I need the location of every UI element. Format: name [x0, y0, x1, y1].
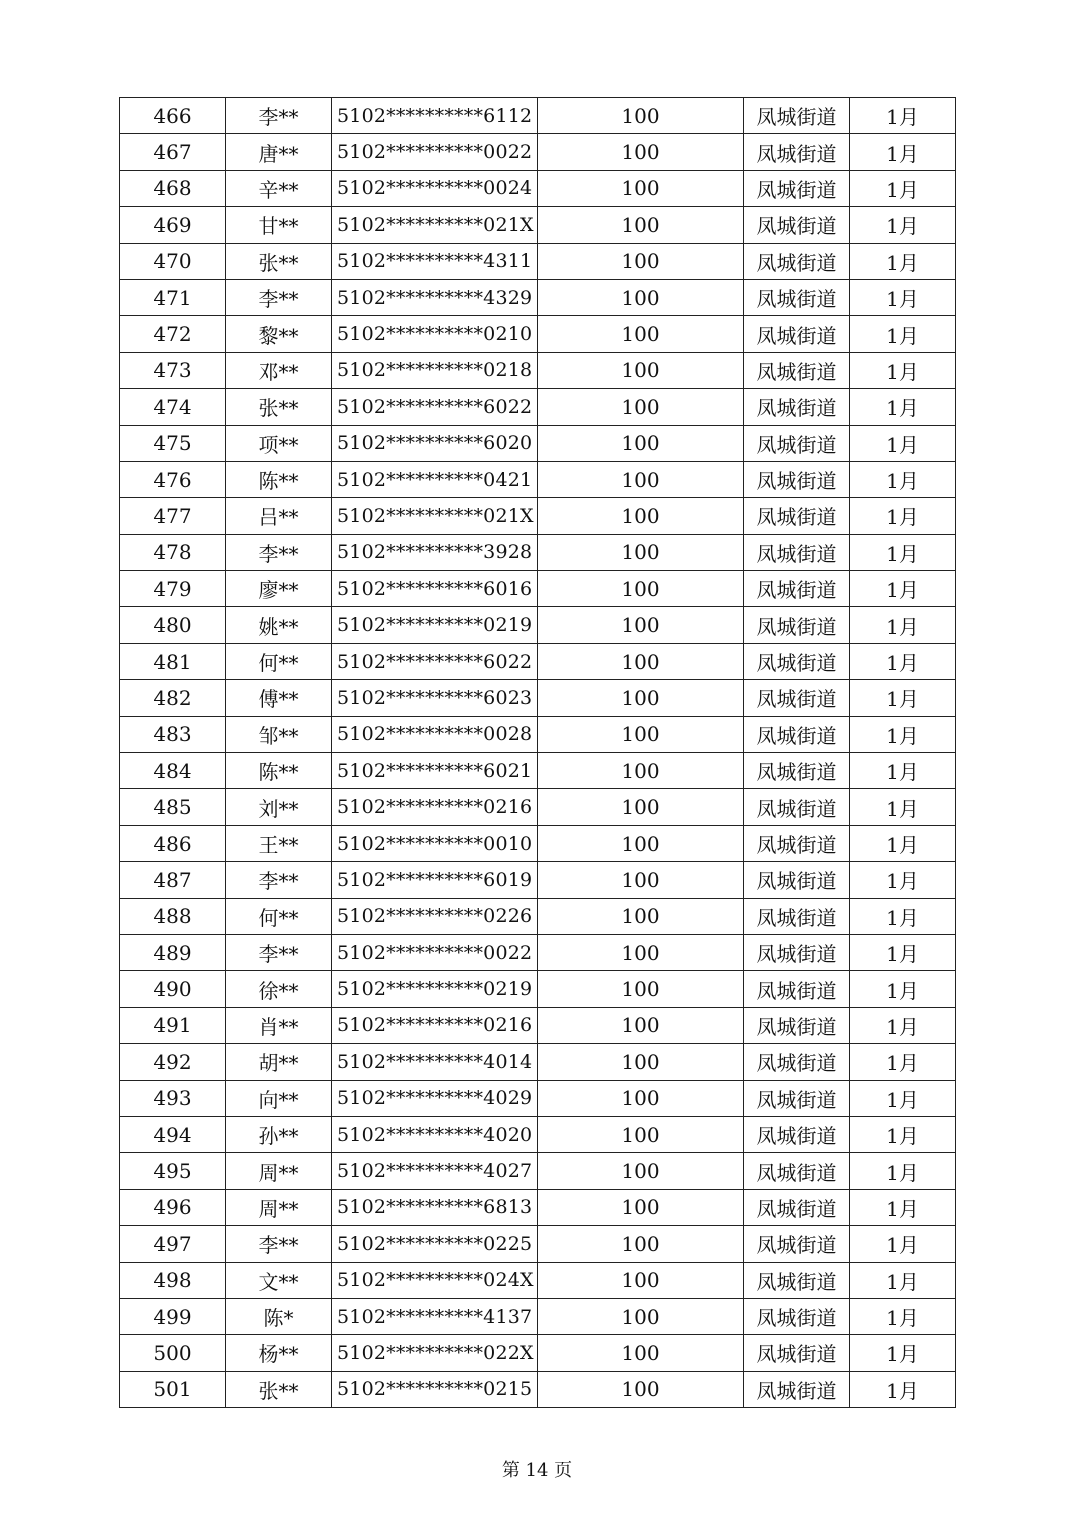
- street-cell: 凤城街道: [744, 862, 850, 898]
- street-cell: 凤城街道: [744, 170, 850, 206]
- street-cell: 凤城街道: [744, 1189, 850, 1225]
- row-number-cell: 486: [120, 825, 226, 861]
- row-number-cell: 474: [120, 389, 226, 425]
- table-row: [120, 898, 956, 934]
- month-cell: 1月: [850, 1335, 956, 1371]
- name-cell: 陈**: [226, 753, 332, 789]
- name-cell: 何**: [226, 898, 332, 934]
- id-number-cell: 5102**********021X: [332, 498, 538, 534]
- street-cell: 凤城街道: [744, 425, 850, 461]
- id-number-cell: 5102**********3928: [332, 534, 538, 570]
- row-number-cell: 491: [120, 1007, 226, 1043]
- table-row: [120, 134, 956, 170]
- table-row: [120, 352, 956, 388]
- month-cell: 1月: [850, 1371, 956, 1407]
- table-row: [120, 825, 956, 861]
- month-cell: 1月: [850, 134, 956, 170]
- street-cell: 凤城街道: [744, 1226, 850, 1262]
- id-number-cell: 5102**********4014: [332, 1044, 538, 1080]
- street-cell: 凤城街道: [744, 98, 850, 134]
- row-number-cell: 489: [120, 934, 226, 970]
- table-row: [120, 934, 956, 970]
- id-number-cell: 5102**********0022: [332, 934, 538, 970]
- row-number-cell: 493: [120, 1080, 226, 1116]
- name-cell: 姚**: [226, 607, 332, 643]
- month-cell: 1月: [850, 498, 956, 534]
- name-cell: 文**: [226, 1262, 332, 1298]
- id-number-cell: 5102**********0219: [332, 607, 538, 643]
- name-cell: 杨**: [226, 1335, 332, 1371]
- amount-cell: 100: [538, 1335, 744, 1371]
- id-number-cell: 5102**********6112: [332, 98, 538, 134]
- row-number-cell: 492: [120, 1044, 226, 1080]
- street-cell: 凤城街道: [744, 1298, 850, 1334]
- name-cell: 陈**: [226, 461, 332, 497]
- name-cell: 唐**: [226, 134, 332, 170]
- name-cell: 李**: [226, 862, 332, 898]
- street-cell: 凤城街道: [744, 1116, 850, 1152]
- name-cell: 周**: [226, 1189, 332, 1225]
- month-cell: 1月: [850, 607, 956, 643]
- name-cell: 黎**: [226, 316, 332, 352]
- name-cell: 邹**: [226, 716, 332, 752]
- row-number-cell: 501: [120, 1371, 226, 1407]
- row-number-cell: 472: [120, 316, 226, 352]
- month-cell: 1月: [850, 389, 956, 425]
- row-number-cell: 476: [120, 461, 226, 497]
- row-number-cell: 483: [120, 716, 226, 752]
- amount-cell: 100: [538, 1371, 744, 1407]
- name-cell: 邓**: [226, 352, 332, 388]
- row-number-cell: 488: [120, 898, 226, 934]
- amount-cell: 100: [538, 825, 744, 861]
- name-cell: 肖**: [226, 1007, 332, 1043]
- name-cell: 何**: [226, 643, 332, 679]
- street-cell: 凤城街道: [744, 134, 850, 170]
- row-number-cell: 471: [120, 279, 226, 315]
- amount-cell: 100: [538, 1007, 744, 1043]
- name-cell: 吕**: [226, 498, 332, 534]
- id-number-cell: 5102**********0216: [332, 789, 538, 825]
- month-cell: 1月: [850, 971, 956, 1007]
- amount-cell: 100: [538, 461, 744, 497]
- id-number-cell: 5102**********0215: [332, 1371, 538, 1407]
- row-number-cell: 500: [120, 1335, 226, 1371]
- street-cell: 凤城街道: [744, 607, 850, 643]
- table-row: [120, 1116, 956, 1152]
- amount-cell: 100: [538, 316, 744, 352]
- row-number-cell: 478: [120, 534, 226, 570]
- amount-cell: 100: [538, 1153, 744, 1189]
- street-cell: 凤城街道: [744, 498, 850, 534]
- street-cell: 凤城街道: [744, 934, 850, 970]
- amount-cell: 100: [538, 1189, 744, 1225]
- street-cell: 凤城街道: [744, 1007, 850, 1043]
- id-number-cell: 5102**********6023: [332, 680, 538, 716]
- street-cell: 凤城街道: [744, 789, 850, 825]
- table-row: [120, 1226, 956, 1262]
- table-row: [120, 461, 956, 497]
- table-row: [120, 498, 956, 534]
- month-cell: 1月: [850, 534, 956, 570]
- name-cell: 张**: [226, 389, 332, 425]
- table-row: [120, 971, 956, 1007]
- street-cell: 凤城街道: [744, 716, 850, 752]
- street-cell: 凤城街道: [744, 1044, 850, 1080]
- name-cell: 李**: [226, 934, 332, 970]
- row-number-cell: 473: [120, 352, 226, 388]
- table-row: [120, 534, 956, 570]
- month-cell: 1月: [850, 1226, 956, 1262]
- amount-cell: 100: [538, 425, 744, 461]
- row-number-cell: 484: [120, 753, 226, 789]
- roster-table: [119, 97, 956, 1408]
- street-cell: 凤城街道: [744, 243, 850, 279]
- street-cell: 凤城街道: [744, 534, 850, 570]
- month-cell: 1月: [850, 316, 956, 352]
- id-number-cell: 5102**********6021: [332, 753, 538, 789]
- month-cell: 1月: [850, 571, 956, 607]
- amount-cell: 100: [538, 1298, 744, 1334]
- table-row: [120, 1262, 956, 1298]
- street-cell: 凤城街道: [744, 1371, 850, 1407]
- table-row: [120, 1007, 956, 1043]
- id-number-cell: 5102**********022X: [332, 1335, 538, 1371]
- street-cell: 凤城街道: [744, 461, 850, 497]
- amount-cell: 100: [538, 934, 744, 970]
- row-number-cell: 468: [120, 170, 226, 206]
- name-cell: 周**: [226, 1153, 332, 1189]
- name-cell: 刘**: [226, 789, 332, 825]
- month-cell: 1月: [850, 1007, 956, 1043]
- roster-table-body: [120, 98, 956, 1408]
- street-cell: 凤城街道: [744, 1262, 850, 1298]
- table-row: [120, 316, 956, 352]
- name-cell: 傅**: [226, 680, 332, 716]
- table-row: [120, 1189, 956, 1225]
- row-number-cell: 466: [120, 98, 226, 134]
- street-cell: 凤城街道: [744, 643, 850, 679]
- amount-cell: 100: [538, 862, 744, 898]
- id-number-cell: 5102**********6813: [332, 1189, 538, 1225]
- street-cell: 凤城街道: [744, 279, 850, 315]
- amount-cell: 100: [538, 1080, 744, 1116]
- amount-cell: 100: [538, 498, 744, 534]
- id-number-cell: 5102**********4329: [332, 279, 538, 315]
- row-number-cell: 479: [120, 571, 226, 607]
- id-number-cell: 5102**********0421: [332, 461, 538, 497]
- id-number-cell: 5102**********4137: [332, 1298, 538, 1334]
- row-number-cell: 469: [120, 207, 226, 243]
- id-number-cell: 5102**********024X: [332, 1262, 538, 1298]
- row-number-cell: 467: [120, 134, 226, 170]
- row-number-cell: 480: [120, 607, 226, 643]
- table-row: [120, 243, 956, 279]
- street-cell: 凤城街道: [744, 1080, 850, 1116]
- table-row: [120, 1371, 956, 1407]
- name-cell: 徐**: [226, 971, 332, 1007]
- id-number-cell: 5102**********0216: [332, 1007, 538, 1043]
- month-cell: 1月: [850, 1116, 956, 1152]
- id-number-cell: 5102**********6016: [332, 571, 538, 607]
- amount-cell: 100: [538, 534, 744, 570]
- street-cell: 凤城街道: [744, 898, 850, 934]
- row-number-cell: 495: [120, 1153, 226, 1189]
- id-number-cell: 5102**********0219: [332, 971, 538, 1007]
- month-cell: 1月: [850, 862, 956, 898]
- street-cell: 凤城街道: [744, 389, 850, 425]
- row-number-cell: 498: [120, 1262, 226, 1298]
- month-cell: 1月: [850, 352, 956, 388]
- amount-cell: 100: [538, 716, 744, 752]
- table-row: [120, 1080, 956, 1116]
- row-number-cell: 496: [120, 1189, 226, 1225]
- amount-cell: 100: [538, 971, 744, 1007]
- table-row: [120, 279, 956, 315]
- name-cell: 甘**: [226, 207, 332, 243]
- page-number: 第 14 页: [501, 1460, 573, 1481]
- row-number-cell: 490: [120, 971, 226, 1007]
- month-cell: 1月: [850, 243, 956, 279]
- month-cell: 1月: [850, 98, 956, 134]
- table-row: [120, 607, 956, 643]
- name-cell: 孙**: [226, 1116, 332, 1152]
- amount-cell: 100: [538, 643, 744, 679]
- table-row: [120, 862, 956, 898]
- id-number-cell: 5102**********4027: [332, 1153, 538, 1189]
- amount-cell: 100: [538, 753, 744, 789]
- month-cell: 1月: [850, 680, 956, 716]
- amount-cell: 100: [538, 243, 744, 279]
- name-cell: 王**: [226, 825, 332, 861]
- amount-cell: 100: [538, 1116, 744, 1152]
- name-cell: 张**: [226, 1371, 332, 1407]
- month-cell: 1月: [850, 716, 956, 752]
- table-row: [120, 789, 956, 825]
- table-row: [120, 170, 956, 206]
- id-number-cell: 5102**********4020: [332, 1116, 538, 1152]
- amount-cell: 100: [538, 571, 744, 607]
- amount-cell: 100: [538, 352, 744, 388]
- name-cell: 辛**: [226, 170, 332, 206]
- row-number-cell: 497: [120, 1226, 226, 1262]
- street-cell: 凤城街道: [744, 1153, 850, 1189]
- id-number-cell: 5102**********6022: [332, 643, 538, 679]
- id-number-cell: 5102**********4311: [332, 243, 538, 279]
- amount-cell: 100: [538, 134, 744, 170]
- month-cell: 1月: [850, 643, 956, 679]
- id-number-cell: 5102**********0028: [332, 716, 538, 752]
- table-row: [120, 98, 956, 134]
- row-number-cell: 487: [120, 862, 226, 898]
- row-number-cell: 470: [120, 243, 226, 279]
- table-row: [120, 1298, 956, 1334]
- amount-cell: 100: [538, 207, 744, 243]
- id-number-cell: 5102**********0024: [332, 170, 538, 206]
- id-number-cell: 5102**********021X: [332, 207, 538, 243]
- amount-cell: 100: [538, 898, 744, 934]
- id-number-cell: 5102**********6020: [332, 425, 538, 461]
- table-row: [120, 207, 956, 243]
- table-row: [120, 643, 956, 679]
- month-cell: 1月: [850, 1262, 956, 1298]
- street-cell: 凤城街道: [744, 971, 850, 1007]
- row-number-cell: 475: [120, 425, 226, 461]
- amount-cell: 100: [538, 279, 744, 315]
- name-cell: 李**: [226, 279, 332, 315]
- amount-cell: 100: [538, 1262, 744, 1298]
- name-cell: 向**: [226, 1080, 332, 1116]
- amount-cell: 100: [538, 389, 744, 425]
- street-cell: 凤城街道: [744, 352, 850, 388]
- street-cell: 凤城街道: [744, 316, 850, 352]
- amount-cell: 100: [538, 98, 744, 134]
- row-number-cell: 494: [120, 1116, 226, 1152]
- row-number-cell: 477: [120, 498, 226, 534]
- table-row: [120, 753, 956, 789]
- month-cell: 1月: [850, 461, 956, 497]
- row-number-cell: 481: [120, 643, 226, 679]
- month-cell: 1月: [850, 898, 956, 934]
- month-cell: 1月: [850, 789, 956, 825]
- name-cell: 李**: [226, 98, 332, 134]
- table-row: [120, 571, 956, 607]
- table-row: [120, 389, 956, 425]
- id-number-cell: 5102**********6019: [332, 862, 538, 898]
- id-number-cell: 5102**********0022: [332, 134, 538, 170]
- month-cell: 1月: [850, 1153, 956, 1189]
- month-cell: 1月: [850, 1189, 956, 1225]
- street-cell: 凤城街道: [744, 571, 850, 607]
- month-cell: 1月: [850, 170, 956, 206]
- month-cell: 1月: [850, 207, 956, 243]
- id-number-cell: 5102**********6022: [332, 389, 538, 425]
- table-row: [120, 1335, 956, 1371]
- name-cell: 项**: [226, 425, 332, 461]
- month-cell: 1月: [850, 753, 956, 789]
- id-number-cell: 5102**********0218: [332, 352, 538, 388]
- amount-cell: 100: [538, 1044, 744, 1080]
- row-number-cell: 485: [120, 789, 226, 825]
- name-cell: 胡**: [226, 1044, 332, 1080]
- amount-cell: 100: [538, 607, 744, 643]
- table-row: [120, 716, 956, 752]
- month-cell: 1月: [850, 279, 956, 315]
- id-number-cell: 5102**********0225: [332, 1226, 538, 1262]
- table-row: [120, 1153, 956, 1189]
- street-cell: 凤城街道: [744, 680, 850, 716]
- month-cell: 1月: [850, 1298, 956, 1334]
- table-row: [120, 425, 956, 461]
- street-cell: 凤城街道: [744, 1335, 850, 1371]
- amount-cell: 100: [538, 680, 744, 716]
- id-number-cell: 5102**********0010: [332, 825, 538, 861]
- street-cell: 凤城街道: [744, 825, 850, 861]
- id-number-cell: 5102**********0210: [332, 316, 538, 352]
- month-cell: 1月: [850, 1044, 956, 1080]
- month-cell: 1月: [850, 934, 956, 970]
- row-number-cell: 499: [120, 1298, 226, 1334]
- street-cell: 凤城街道: [744, 753, 850, 789]
- id-number-cell: 5102**********4029: [332, 1080, 538, 1116]
- id-number-cell: 5102**********0226: [332, 898, 538, 934]
- name-cell: 李**: [226, 534, 332, 570]
- month-cell: 1月: [850, 1080, 956, 1116]
- name-cell: 张**: [226, 243, 332, 279]
- month-cell: 1月: [850, 825, 956, 861]
- amount-cell: 100: [538, 789, 744, 825]
- street-cell: 凤城街道: [744, 207, 850, 243]
- month-cell: 1月: [850, 425, 956, 461]
- row-number-cell: 482: [120, 680, 226, 716]
- table-row: [120, 680, 956, 716]
- name-cell: 廖**: [226, 571, 332, 607]
- amount-cell: 100: [538, 170, 744, 206]
- name-cell: 陈*: [226, 1298, 332, 1334]
- amount-cell: 100: [538, 1226, 744, 1262]
- table-row: [120, 1044, 956, 1080]
- name-cell: 李**: [226, 1226, 332, 1262]
